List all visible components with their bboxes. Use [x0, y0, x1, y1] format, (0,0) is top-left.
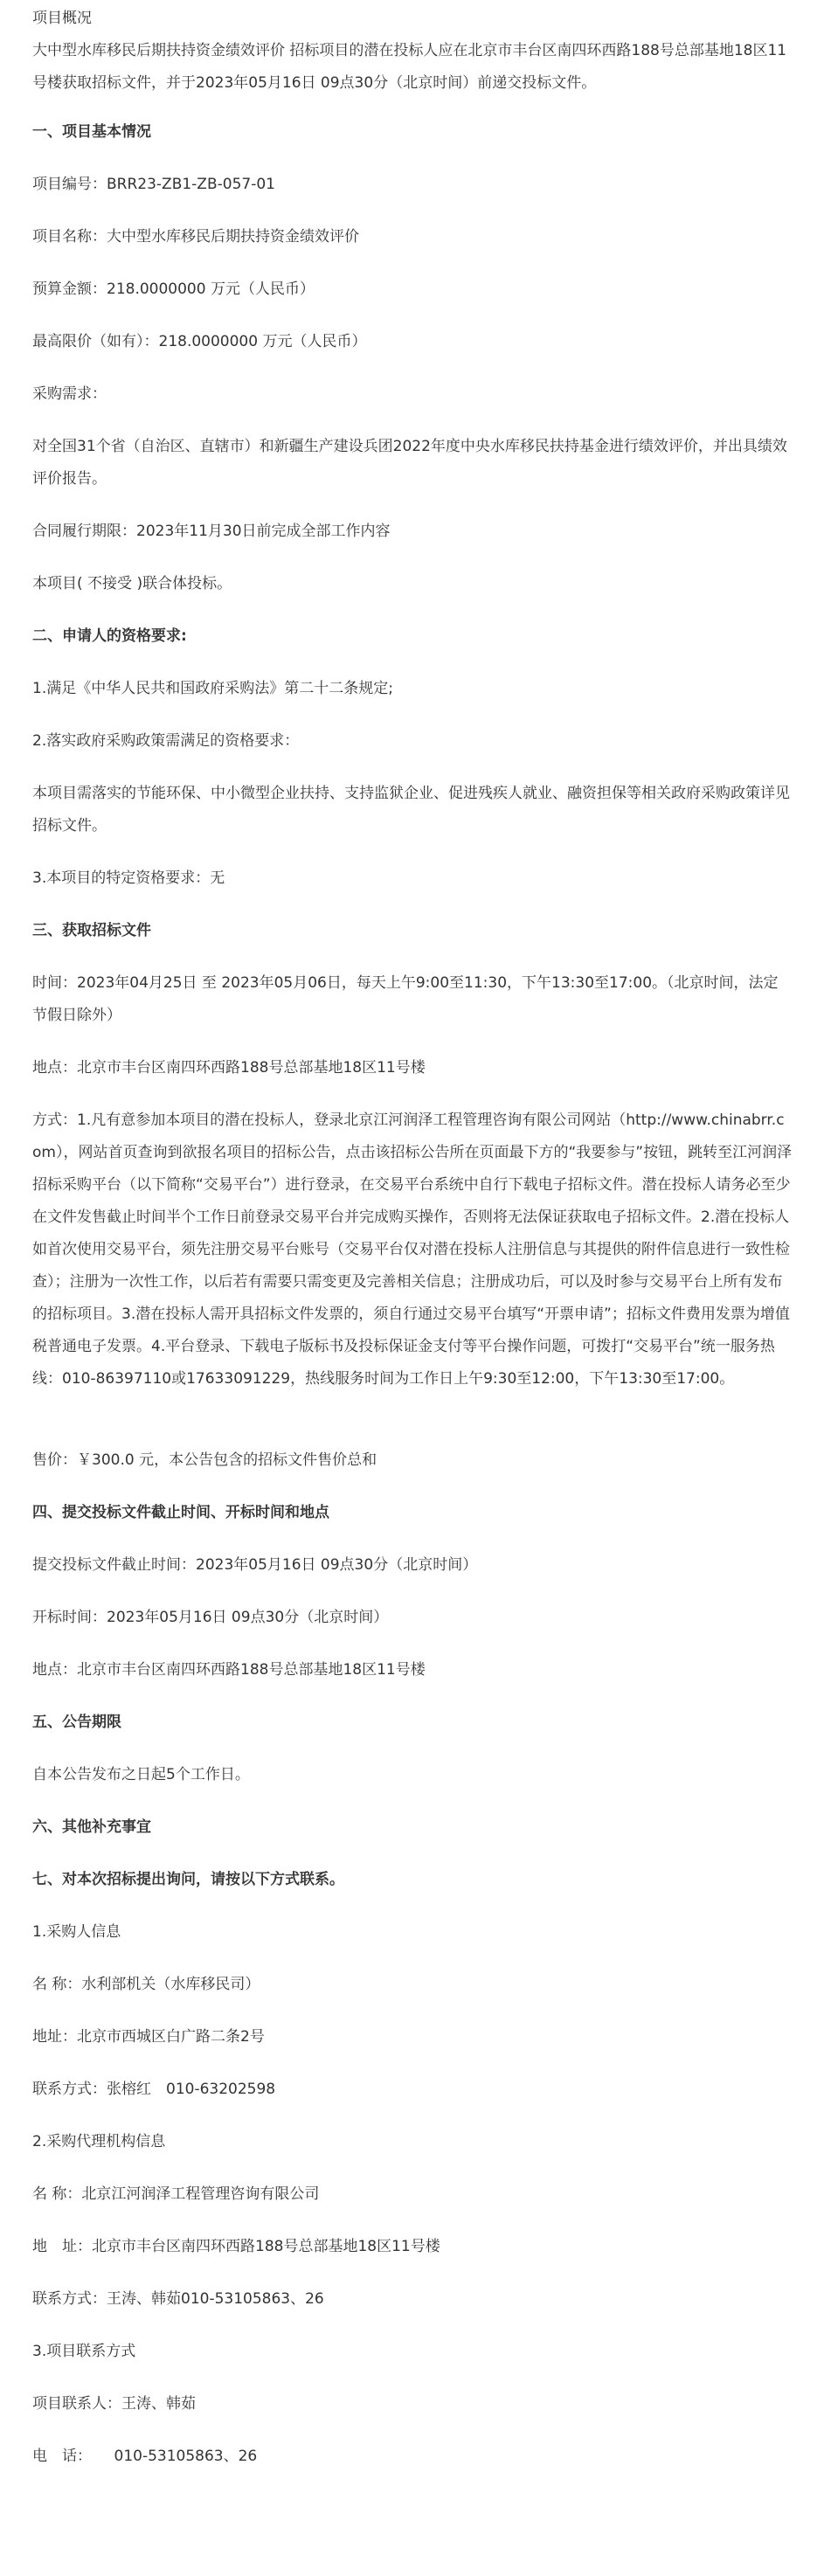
- overview-label: 项目概况: [32, 10, 92, 27]
- bid-deadline: 提交投标文件截止时间：2023年05月16日 09点30分（北京时间）: [32, 1556, 478, 1574]
- project-phone: 电 话： 010-53105863、26: [32, 2448, 258, 2465]
- consortium-note: 本项目( 不接受 )联合体投标。: [32, 575, 232, 592]
- section-5-title: 五、公告期限: [32, 1714, 121, 1731]
- agency-address: 地 址：北京市丰台区南四环西路188号总部基地18区11号楼: [32, 2238, 440, 2255]
- procurement-demand-text: 对全国31个省（自治区、直辖市）和新疆生产建设兵团2022年度中央水库移民扶持基金进行绩效评价，并出具绩效评价报告。: [32, 438, 787, 488]
- qualification-item-2-text: 本项目需落实的节能环保、中小微型企业扶持、支持监狱企业、促进残疾人就业、融资担保等相关政府采购政策详见招标文件。: [32, 785, 790, 834]
- section-3-title: 三、获取招标文件: [32, 922, 151, 939]
- contract-period: 合同履行期限：2023年11月30日前完成全部工作内容: [32, 523, 391, 540]
- qualification-item-2: 2.落实政府采购政策需满足的资格要求：: [32, 732, 300, 750]
- project-contact-person: 项目联系人：王涛、韩茹: [32, 2395, 196, 2413]
- opening-place: 地点：北京市丰台区南四环西路188号总部基地18区11号楼: [32, 1661, 426, 1679]
- max-price: 最高限价（如有）：218.0000000 万元（人民币）: [32, 333, 367, 350]
- section-6-title: 六、其他补充事宜: [32, 1818, 151, 1836]
- buyer-info-title: 1.采购人信息: [32, 1923, 121, 1941]
- buyer-name: 名 称：水利部机关（水库移民司）: [32, 1976, 260, 1993]
- overview-text: 大中型水库移民后期扶持资金绩效评价 招标项目的潜在投标人应在北京市丰台区南四环西路188号总部基地18区11号楼获取招标文件，并于2023年05月16日 09点30分（北京时间）前递交投标文件。: [32, 42, 787, 92]
- agency-name: 名 称：北京江河润泽工程管理咨询有限公司: [32, 2185, 320, 2203]
- budget-amount: 预算金额：218.0000000 万元（人民币）: [32, 280, 315, 298]
- qualification-item-3: 3.本项目的特定资格要求：无: [32, 869, 225, 887]
- announcement-period: 自本公告发布之日起5个工作日。: [32, 1766, 250, 1783]
- obtain-place: 地点：北京市丰台区南四环西路188号总部基地18区11号楼: [32, 1059, 426, 1077]
- project-number: 项目编号：BRR23-ZB1-ZB-057-01: [32, 176, 275, 193]
- procurement-demand-label: 采购需求：: [32, 385, 107, 403]
- buyer-contact: 联系方式：张榕红 010-63202598: [32, 2081, 276, 2098]
- project-name: 项目名称：大中型水库移民后期扶持资金绩效评价: [32, 228, 359, 246]
- opening-time: 开标时间：2023年05月16日 09点30分（北京时间）: [32, 1609, 389, 1626]
- section-2-title: 二、申请人的资格要求:: [32, 627, 187, 645]
- obtain-method: 方式：1.凡有意参加本项目的潜在投标人，登录北京江河润泽工程管理咨询有限公司网站（http://www.chinabrr.com），网站首页查询到欲报名项目的招标公告，点击该招标公告所在页面最下方的“我要参与”按钮，跳转至江河润泽招标采购平台（以下简称“交易平台”）进行登录，在交易平台系统中自行下载电子招标文件。潜在投标人请务必至少在文件发售截止时间半个工作日前登录交易平台并完成购买操作，否则将无法保证获取电子招标文件。2.潜在投标人如首次使用交易平台，须先注册交易平台账号（交易平台仅对潜在投标人注册信息与其提供的附件信息进行一致性检查）；注册为一次性工作，以后若有需要只需变更及完善相关信息；注册成功后，可以及时参与交易平台上所有发布的招标项目。3.潜在投标人需开具招标文件发票的，须自行通过交易平台填写“开票申请”；招标文件费用发票为增值税普通电子发票。4.平台登录、下载电子版标书及投标保证金支付等平台操作问题，可拨打“交易平台”统一服务热线：010-86397110或17633091229，热线服务时间为工作日上午9:30至12:00，下午13:30至17:00。: [32, 1111, 793, 1388]
- section-7-title: 七、对本次招标提出询问，请按以下方式联系。: [32, 1871, 344, 1888]
- agency-contact: 联系方式：王涛、韩茹010-53105863、26: [32, 2290, 324, 2308]
- project-contact-title: 3.项目联系方式: [32, 2343, 136, 2360]
- obtain-time: 时间：2023年04月25日 至 2023年05月06日，每天上午9:00至11:30，下午13:30至17:00。（北京时间，法定节假日除外）: [32, 974, 779, 1024]
- section-4-title: 四、提交投标文件截止时间、开标时间和地点: [32, 1504, 329, 1521]
- section-1-title: 一、项目基本情况: [32, 123, 151, 141]
- document-price: 售价：￥300.0 元，本公告包含的招标文件售价总和: [32, 1451, 377, 1469]
- agency-info-title: 2.采购代理机构信息: [32, 2133, 166, 2150]
- buyer-address: 地址：北京市西城区白广路二条2号: [32, 2028, 265, 2046]
- qualification-item-1: 1.满足《中华人民共和国政府采购法》第二十二条规定;: [32, 680, 393, 697]
